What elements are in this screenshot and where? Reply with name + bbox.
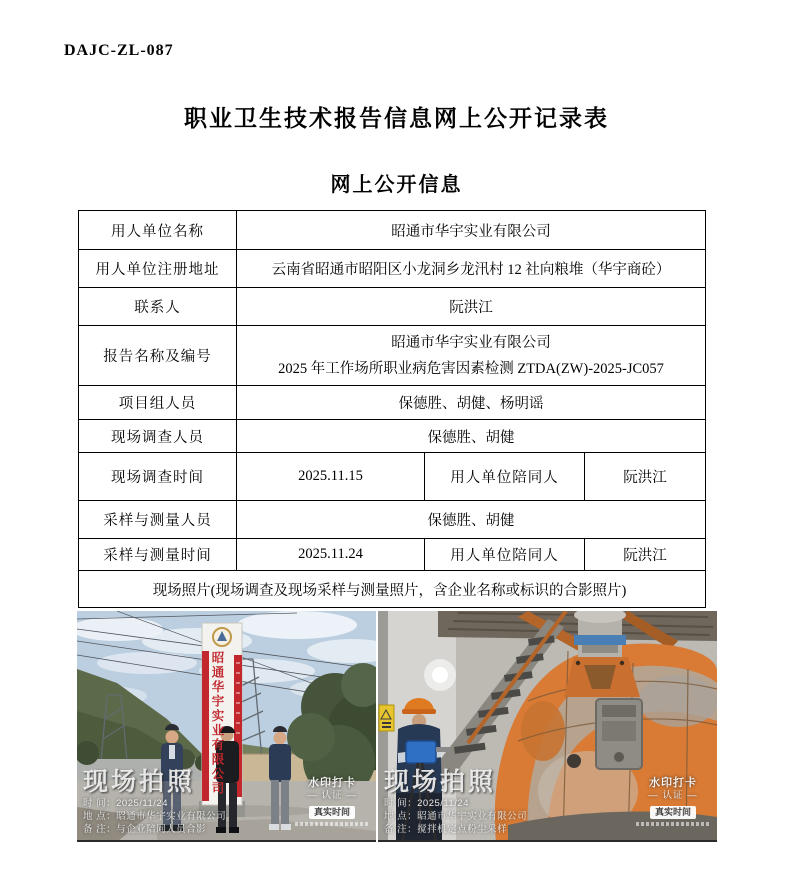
stamp-app-name: 水印打卡 xyxy=(649,777,697,789)
table-row xyxy=(79,539,706,571)
stamp-certified: — 认证 — xyxy=(648,790,698,801)
watermark-stamp-right xyxy=(636,776,710,826)
watermark-time: 时 间：2025/11/24 xyxy=(83,798,168,809)
table-row xyxy=(79,211,706,250)
stamp-certified: — 认证 — xyxy=(307,790,357,801)
row-value: 阮洪江 xyxy=(237,288,706,326)
watermark-left xyxy=(83,767,226,836)
watermark-note: 备 注：搅拌机定点粉尘采样 xyxy=(384,824,508,835)
page-title: 职业卫生技术报告信息网上公开记录表 xyxy=(184,105,609,131)
table-row xyxy=(79,453,706,501)
table-row xyxy=(79,250,706,288)
row-value-2: 阮洪江 xyxy=(585,539,706,571)
row-label: 联系人 xyxy=(79,288,237,326)
row-label: 用人单位注册地址 xyxy=(79,250,237,288)
row-label: 采样与测量人员 xyxy=(79,501,237,539)
stamp-micro-text xyxy=(295,822,369,826)
watermark-stamp-left xyxy=(295,776,369,826)
row-value: 2025.11.24 xyxy=(237,539,425,571)
report-name-line: 昭通市华宇实业有限公司 xyxy=(391,334,551,351)
site-photo-sampling xyxy=(378,611,717,842)
row-value: 2025.11.15 xyxy=(237,453,425,501)
row-value: 保德胜、胡健、杨明谣 xyxy=(237,386,706,420)
row-label: 项目组人员 xyxy=(79,386,237,420)
company-sign-text: 昭通华宇实业有限公司 xyxy=(210,651,224,796)
row-value xyxy=(237,326,706,386)
row-label: 报告名称及编号 xyxy=(79,326,237,386)
real-time-badge: 真实时间 xyxy=(650,806,696,819)
site-photos xyxy=(77,611,717,842)
page-subtitle: 网上公开信息 xyxy=(330,174,463,196)
row-label-2: 用人单位陪同人 xyxy=(425,539,585,571)
real-time-badge: 真实时间 xyxy=(309,806,355,819)
photos-row-label: 现场照片(现场调查及现场采样与测量照片，含企业名称或标识的合影照片) xyxy=(152,582,627,599)
row-value: 云南省昭通市昭阳区小龙洞乡龙汛村 12 社向粮堆（华宇商砼） xyxy=(237,250,706,288)
row-label: 现场调查人员 xyxy=(79,420,237,453)
stamp-app-name: 水印打卡 xyxy=(308,777,356,789)
table-row xyxy=(79,420,706,453)
watermark-time: 时 间：2025/11/24 xyxy=(384,798,469,809)
watermark-place: 地 点：昭通市华宇实业有限公司 xyxy=(83,811,227,822)
info-table xyxy=(78,210,706,608)
table-row xyxy=(79,288,706,326)
watermark-title: 现场拍照 xyxy=(83,768,196,796)
site-photo-survey xyxy=(77,611,376,842)
table-row-photos-label xyxy=(79,571,706,608)
watermark-place: 地 点：昭通市华宇实业有限公司 xyxy=(384,811,528,822)
table-row xyxy=(79,326,706,386)
row-label-2: 用人单位陪同人 xyxy=(425,453,585,501)
row-value: 昭通市华宇实业有限公司 xyxy=(237,211,706,250)
row-label: 现场调查时间 xyxy=(79,453,237,501)
report-number-line: 2025 年工作场所职业病危害因素检测 ZTDA(ZW)-2025-JC057 xyxy=(278,360,664,377)
table-row xyxy=(79,386,706,420)
photos-row xyxy=(79,571,706,608)
row-label: 采样与测量时间 xyxy=(79,539,237,571)
row-value: 保德胜、胡健 xyxy=(237,420,706,453)
table-row xyxy=(79,501,706,539)
row-label: 用人单位名称 xyxy=(79,211,237,250)
watermark-title: 现场拍照 xyxy=(384,768,497,796)
doc-code: DAJC-ZL-087 xyxy=(64,42,174,59)
row-value-2: 阮洪江 xyxy=(585,453,706,501)
watermark-note: 备 注：与企业陪同人员合影 xyxy=(83,824,207,835)
watermark-right xyxy=(384,767,527,836)
stamp-micro-text xyxy=(636,822,710,826)
row-value: 保德胜、胡健 xyxy=(237,501,706,539)
